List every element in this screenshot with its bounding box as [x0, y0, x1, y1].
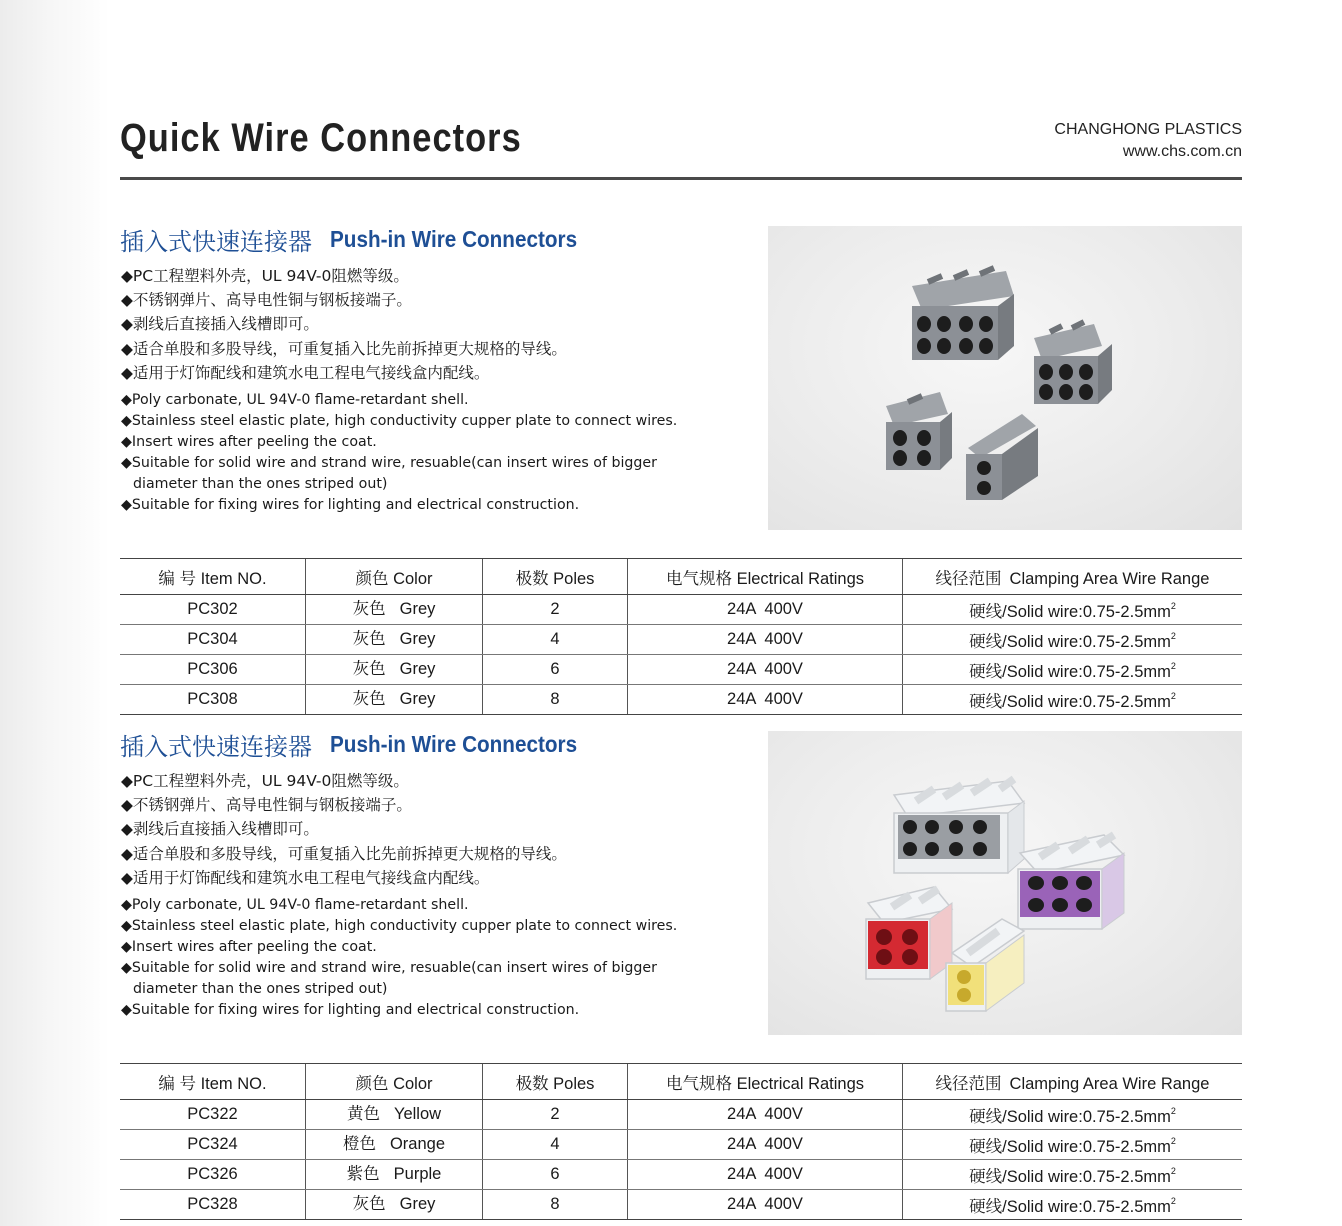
feature-item-en: ◆Poly carbonate, UL 94V-0 flame-retardant shell.: [121, 897, 469, 913]
page-edge-shading: [0, 0, 110, 1226]
cell-wire-range: 硬线/Solid $wire:0.75-2.5mm^2$: [903, 595, 1243, 625]
cell-rating: 24A 400V: [628, 685, 903, 715]
feature-text-continued: diameter than the ones striped out): [133, 981, 388, 997]
cell-color: 橙色 Orange: [306, 1130, 483, 1160]
feature-text-continued: diameter than the ones striped out): [133, 476, 388, 492]
spec-table: [120, 1063, 1242, 1220]
cell-poles: 4: [483, 1130, 628, 1160]
connector-4-pole-red: [866, 887, 952, 979]
feature-list-en: [121, 895, 677, 1021]
col-header-item-no: 编 号 Item NO.: [120, 559, 306, 595]
cell-rating: 24A 400V: [628, 1100, 903, 1130]
feature-item-cn: ◆PC工程塑料外壳，UL 94V-0阻燃等级。: [121, 267, 409, 285]
connector-8-pole-clear: [894, 779, 1024, 873]
feature-item-cn: ◆不锈钢弹片、高导电性铜与钢板接端子。: [121, 291, 412, 310]
feature-item-en: [121, 453, 677, 495]
section-title-cn: 插入式快速连接器: [120, 228, 312, 256]
table-row: [120, 1190, 1242, 1220]
table-row: [120, 685, 1242, 715]
cell-wire-range: 硬线/Solid $wire:0.75-2.5mm^2$: [903, 655, 1243, 685]
cell-rating: 24A 400V: [628, 1160, 903, 1190]
page-title: Quick Wire Connectors: [120, 116, 522, 160]
cell-item-no: PC306: [120, 655, 306, 685]
feature-item-en: ◆Stainless steel elastic plate, high conductivity cupper plate to connect wires.: [121, 918, 678, 934]
feature-item-en: [121, 958, 677, 1000]
table-row: [120, 655, 1242, 685]
cell-item-no: PC304: [120, 625, 306, 655]
feature-item-en: ◆Poly carbonate, UL 94V-0 flame-retardant shell.: [121, 392, 469, 408]
cell-color: 灰色 Grey: [306, 1190, 483, 1220]
col-header-color: 颜色 Color: [306, 1064, 483, 1100]
cell-wire-range: 硬线/Solid $wire:0.75-2.5mm^2$: [903, 1160, 1243, 1190]
cell-wire-range: 硬线/Solid $wire:0.75-2.5mm^2$: [903, 1130, 1243, 1160]
cell-color: 紫色 Purple: [306, 1160, 483, 1190]
feature-item-cn: ◆适用于灯饰配线和建筑水电工程电气接线盒内配线。: [121, 363, 490, 382]
grey-connectors-illustration: [768, 226, 1242, 530]
col-header-wire-range: 线径范围 Clamping Area Wire Range: [903, 1064, 1243, 1100]
table-row: [120, 595, 1242, 625]
feature-item-en: ◆Stainless steel elastic plate, high conductivity cupper plate to connect wires.: [121, 413, 678, 429]
section-title-en: Push-in Wire Connectors: [330, 226, 578, 252]
cell-color: 灰色 Grey: [306, 595, 483, 625]
col-header-wire-range: 线径范围 Clamping Area Wire Range: [903, 559, 1243, 595]
cell-wire-range: 硬线/Solid $wire:0.75-2.5mm^2$: [903, 625, 1243, 655]
cell-color: 黄色 Yellow: [306, 1100, 483, 1130]
cell-wire-range: 硬线/Solid $wire:0.75-2.5mm^2$: [903, 1190, 1243, 1220]
color-connectors-illustration: [768, 731, 1242, 1035]
connector-8-pole: [912, 268, 1014, 360]
feature-item-en: ◆Suitable for fixing wires for lighting and electrical construction.: [121, 1002, 580, 1018]
col-header-poles: 极数 Poles: [483, 1064, 628, 1100]
feature-text: ◆Suitable for solid wire and strand wire, resuable(can insert wires of bigger: [121, 455, 657, 471]
cell-poles: 8: [483, 1190, 628, 1220]
brand-website: www.chs.com.cn: [1122, 143, 1242, 160]
cell-rating: 24A 400V: [628, 625, 903, 655]
feature-item-cn: ◆不锈钢弹片、高导电性铜与钢板接端子。: [121, 796, 412, 815]
cell-rating: 24A 400V: [628, 655, 903, 685]
product-photo-grey-connectors: [768, 226, 1242, 530]
feature-item-cn: ◆适合单股和多股导线，可重复插入比先前拆掉更大规格的导线。: [121, 844, 567, 863]
col-header-poles: 极数 Poles: [483, 559, 628, 595]
cell-poles: 4: [483, 625, 628, 655]
feature-text: ◆Suitable for solid wire and strand wire, resuable(can insert wires of bigger: [121, 960, 657, 976]
spec-table: [120, 558, 1242, 715]
feature-item-cn: ◆PC工程塑料外壳，UL 94V-0阻燃等级。: [121, 772, 409, 790]
section-title-cn: 插入式快速连接器: [120, 733, 312, 761]
feature-item-cn: ◆剥线后直接插入线槽即可。: [121, 315, 319, 334]
connector-2-pole: [966, 414, 1038, 500]
cell-rating: 24A 400V: [628, 1130, 903, 1160]
cell-item-no: PC302: [120, 595, 306, 625]
cell-color: 灰色 Grey: [306, 625, 483, 655]
product-photo-color-connectors: [768, 731, 1242, 1035]
cell-wire-range: 硬线/Solid $wire:0.75-2.5mm^2$: [903, 1100, 1243, 1130]
feature-list-cn: [121, 769, 567, 890]
col-header-item-no: 编 号 Item NO.: [120, 1064, 306, 1100]
feature-list-en: [121, 390, 677, 516]
header-divider: [120, 177, 1242, 180]
cell-item-no: PC322: [120, 1100, 306, 1130]
section-heading: [120, 727, 605, 762]
table-row: [120, 1100, 1242, 1130]
spec-table-header-row: [120, 559, 1242, 595]
connector-6-pole: [1034, 322, 1112, 404]
feature-item-cn: ◆适用于灯饰配线和建筑水电工程电气接线盒内配线。: [121, 868, 490, 887]
connector-6-pole-purple: [1018, 835, 1124, 929]
feature-item-en: ◆Insert wires after peeling the coat.: [121, 434, 377, 450]
col-header-ratings: 电气规格 Electrical Ratings: [628, 559, 903, 595]
feature-list-cn: [121, 264, 567, 385]
cell-color: 灰色 Grey: [306, 685, 483, 715]
feature-item-cn: ◆剥线后直接插入线槽即可。: [121, 820, 319, 839]
feature-item-en: ◆Insert wires after peeling the coat.: [121, 939, 377, 955]
cell-poles: 2: [483, 1100, 628, 1130]
connector-2-pole-yellow: [946, 919, 1024, 1011]
brand-name: CHANGHONG PLASTICS: [1054, 121, 1242, 138]
feature-item-cn: ◆适合单股和多股导线，可重复插入比先前拆掉更大规格的导线。: [121, 339, 567, 358]
table-row: [120, 625, 1242, 655]
cell-item-no: PC326: [120, 1160, 306, 1190]
cell-poles: 2: [483, 595, 628, 625]
section-title-en: Push-in Wire Connectors: [330, 731, 578, 757]
col-header-color: 颜色 Color: [306, 559, 483, 595]
spec-table-header-row: [120, 1064, 1242, 1100]
cell-rating: 24A 400V: [628, 1190, 903, 1220]
section-heading: [120, 222, 605, 257]
col-header-ratings: 电气规格 Electrical Ratings: [628, 1064, 903, 1100]
cell-poles: 6: [483, 655, 628, 685]
cell-wire-range: 硬线/Solid $wire:0.75-2.5mm^2$: [903, 685, 1243, 715]
connector-4-pole: [886, 392, 952, 470]
brand-block: [1054, 119, 1242, 163]
cell-item-no: PC308: [120, 685, 306, 715]
cell-poles: 8: [483, 685, 628, 715]
cell-color: 灰色 Grey: [306, 655, 483, 685]
cell-poles: 6: [483, 1160, 628, 1190]
cell-item-no: PC324: [120, 1130, 306, 1160]
cell-rating: 24A 400V: [628, 595, 903, 625]
cell-item-no: PC328: [120, 1190, 306, 1220]
table-row: [120, 1130, 1242, 1160]
feature-item-en: ◆Suitable for fixing wires for lighting and electrical construction.: [121, 497, 580, 513]
table-row: [120, 1160, 1242, 1190]
